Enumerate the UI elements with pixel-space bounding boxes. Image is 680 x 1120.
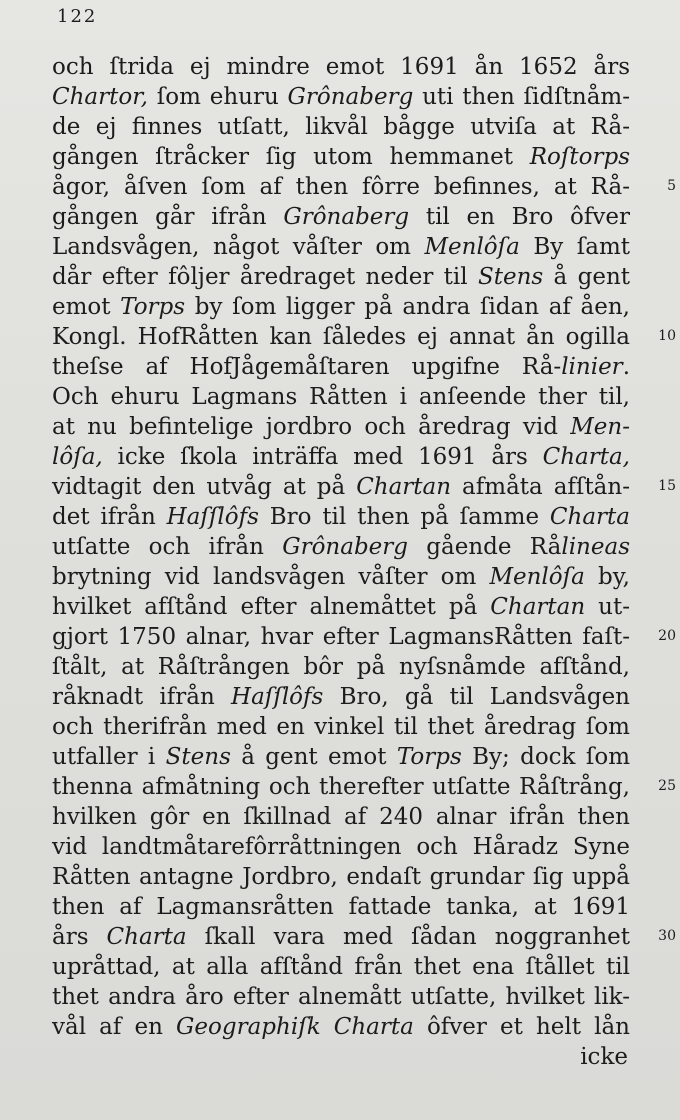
line-text (52, 382, 630, 412)
text-segment: emot (52, 294, 121, 320)
text-segment: til en Bro ôfver (409, 204, 631, 230)
text-segment: then af Lagmansråtten fattade tanka, at 1691 (52, 894, 630, 920)
line-text (52, 892, 630, 922)
text-line (52, 622, 676, 652)
text-line (52, 202, 630, 232)
page-number: 122 (57, 6, 98, 27)
text-segment: icke ſkola inträffa med 1691 års (102, 444, 543, 470)
text-segment: det ifrån (52, 504, 167, 530)
text-segment: utſatte och ifrån (52, 534, 283, 560)
text-segment (321, 1014, 334, 1040)
italic-text-segment: Chartan (490, 594, 586, 620)
italic-text-segment: Haſſlôfs (166, 504, 259, 530)
text-line (52, 1042, 630, 1072)
text-segment: ſtålt, at Råſtrången bôr på nyſsnåmde afſtånd, (52, 654, 630, 680)
italic-text-segment: lôſa, (52, 444, 103, 470)
text-line (52, 742, 630, 772)
italic-text-segment: Stens (477, 264, 544, 290)
text-line (52, 592, 630, 622)
line-text (52, 142, 630, 172)
line-text (52, 772, 630, 802)
italic-text-segment: Charta (106, 924, 187, 950)
text-segment: Och ehuru Lagmans Råtten i anſeende ther til, (52, 384, 630, 410)
line-text (52, 1042, 630, 1072)
text-segment: upråttad, at alla afſtånd från thet ena ſtållet til (52, 954, 630, 980)
italic-text-segment: Charta (333, 1014, 414, 1040)
text-line (52, 502, 630, 532)
text-segment: theſse af HofJågemåſtaren upgifne Rå- (52, 354, 562, 380)
line-text (52, 202, 630, 232)
text-line (52, 952, 630, 982)
italic-text-segment: Charta (549, 504, 630, 530)
text-line (52, 712, 630, 742)
line-text (52, 802, 630, 832)
text-segment: Landsvågen, något våſter om (52, 234, 425, 260)
italic-text-segment: Chartan (356, 474, 452, 500)
text-segment: de ej finnes utſatt, likvål bågge utviſa at Rå- (52, 114, 630, 140)
text-segment: ut- (585, 594, 630, 620)
text-segment: thet andra åro efter alnemått utſatte, hvilket lik- (52, 984, 630, 1010)
line-text (52, 232, 630, 262)
line-number: 10 (658, 328, 676, 344)
text-line (52, 562, 630, 592)
text-segment: och ſtrida ej mindre emot 1691 ån 1652 års (52, 54, 630, 80)
line-text (52, 832, 630, 862)
text-line (52, 322, 676, 352)
text-line (52, 832, 630, 862)
italic-text-segment: Haſſlôfs (231, 684, 324, 710)
text-segment: . (622, 354, 630, 380)
text-segment: Bro, gå til Landsvågen (323, 684, 630, 710)
italic-text-segment: Geographiſk (176, 1014, 321, 1040)
line-text (52, 322, 630, 352)
italic-text-segment: lineas (561, 534, 630, 560)
line-text (52, 952, 630, 982)
line-text (52, 112, 630, 142)
line-text (52, 862, 630, 892)
text-line (52, 862, 630, 892)
line-text (52, 82, 630, 112)
text-line (52, 682, 630, 712)
line-number: 20 (658, 628, 676, 644)
line-text (52, 292, 630, 322)
text-segment: brytning vid landsvågen våſter om (52, 564, 490, 590)
italic-text-segment: Stens (165, 744, 231, 770)
text-line (52, 292, 630, 322)
line-text (52, 412, 630, 442)
text-line (52, 892, 630, 922)
text-segment: hvilket afſtånd efter alnemåttet på (52, 594, 491, 620)
text-line (52, 652, 630, 682)
text-segment: uti then ſidſtnåm- (413, 84, 630, 110)
line-text (52, 622, 630, 652)
line-number: 15 (658, 478, 676, 494)
text-segment: utfaller i (52, 744, 166, 770)
text-line (52, 922, 676, 952)
text-segment: vål af en (52, 1014, 177, 1040)
line-text (52, 982, 630, 1012)
line-text (52, 562, 630, 592)
text-segment: å gent (543, 264, 630, 290)
text-segment: å gent emot (230, 744, 397, 770)
italic-text-segment: Grônaberg (287, 84, 414, 110)
text-segment: By; dock ſom (461, 744, 631, 770)
italic-text-segment: Menlôſa (489, 564, 585, 590)
text-segment: råknadt ifrån (52, 684, 232, 710)
italic-text-segment: Grônaberg (283, 204, 410, 230)
line-number: 5 (667, 178, 676, 194)
text-line (52, 232, 630, 262)
line-text (52, 262, 630, 292)
text-segment: dår efter fôljer åredraget neder til (52, 264, 478, 290)
line-text (52, 922, 630, 952)
text-segment: icke (580, 1044, 628, 1070)
text-line (52, 472, 676, 502)
line-text (52, 682, 630, 712)
line-text (52, 592, 630, 622)
text-segment: thenna afmåtning och therefter utſatte Råſtrång, (52, 774, 630, 800)
text-line (52, 82, 630, 112)
text-segment: afmåta afſtån- (451, 474, 630, 500)
text-segment: at nu befintelige jordbro och åredrag vid (52, 414, 571, 440)
italic-text-segment: Torps (120, 294, 186, 320)
text-segment: by, (584, 564, 630, 590)
line-text (52, 172, 630, 202)
line-text (52, 532, 630, 562)
italic-text-segment: Chartor, (52, 84, 148, 110)
italic-text-segment: Menlôſa (424, 234, 520, 260)
text-line (52, 982, 630, 1012)
text-segment: gången går ifrån (52, 204, 284, 230)
text-segment: och therifrån med en vinkel til thet åredrag ſom (52, 714, 630, 740)
text-line (52, 1012, 630, 1042)
text-line (52, 802, 630, 832)
text-line (52, 532, 630, 562)
text-segment: ôfver et helt lån (413, 1014, 630, 1040)
text-segment: gången ſtråcker ſig utom hemmanet (52, 144, 530, 170)
text-segment: hvilken gôr en ſkillnad af 240 alnar ifrån then (52, 804, 630, 830)
italic-text-segment: Roſtorps (529, 144, 630, 170)
italic-text-segment: Torps (396, 744, 462, 770)
italic-text-segment: Charta, (542, 444, 630, 470)
text-segment: By ſamt (519, 234, 631, 260)
text-line (52, 142, 630, 172)
text-line (52, 172, 676, 202)
line-number: 25 (658, 778, 676, 794)
line-text (52, 472, 630, 502)
text-line (52, 52, 630, 82)
text-segment: vid landtmåtarefôrråttningen och Håradz Syne (52, 834, 630, 860)
line-text (52, 652, 630, 682)
line-text (52, 442, 630, 472)
line-text (52, 52, 630, 82)
text-line (52, 352, 630, 382)
text-segment: Råtten antagne Jordbro, endaſt grundar ſig uppå (52, 864, 630, 890)
text-line (52, 382, 630, 412)
text-segment: ſkall vara med ſådan noggranhet (186, 924, 630, 950)
text-segment: Bro til then på ſamme (258, 504, 550, 530)
italic-text-segment: linier (561, 354, 623, 380)
text-line (52, 772, 676, 802)
text-line (52, 442, 630, 472)
text-segment: gående Rå (408, 534, 562, 560)
italic-text-segment: Grônaberg (282, 534, 408, 560)
text-segment: års (52, 924, 107, 950)
text-segment: by ſom ligger på andra ſidan af åen, (185, 294, 630, 320)
text-line (52, 412, 630, 442)
line-text (52, 1012, 630, 1042)
line-text (52, 352, 630, 382)
text-line (52, 262, 630, 292)
italic-text-segment: Men- (570, 414, 630, 440)
line-text (52, 712, 630, 742)
text-segment: Kongl. HofRåtten kan ſåledes ej annat ån ogilla (52, 324, 630, 350)
text-segment: vidtagit den utvåg at på (52, 474, 357, 500)
text-segment: ſom ehuru (148, 84, 288, 110)
text-segment: gjort 1750 alnar, hvar efter LagmansRåtten faſt- (52, 624, 630, 650)
body-text (52, 52, 676, 1072)
line-number: 30 (658, 928, 676, 944)
text-line (52, 112, 630, 142)
text-segment: ågor, åſven ſom af then fôrre befinnes, at Rå- (52, 174, 630, 200)
line-text (52, 742, 630, 772)
line-text (52, 502, 630, 532)
